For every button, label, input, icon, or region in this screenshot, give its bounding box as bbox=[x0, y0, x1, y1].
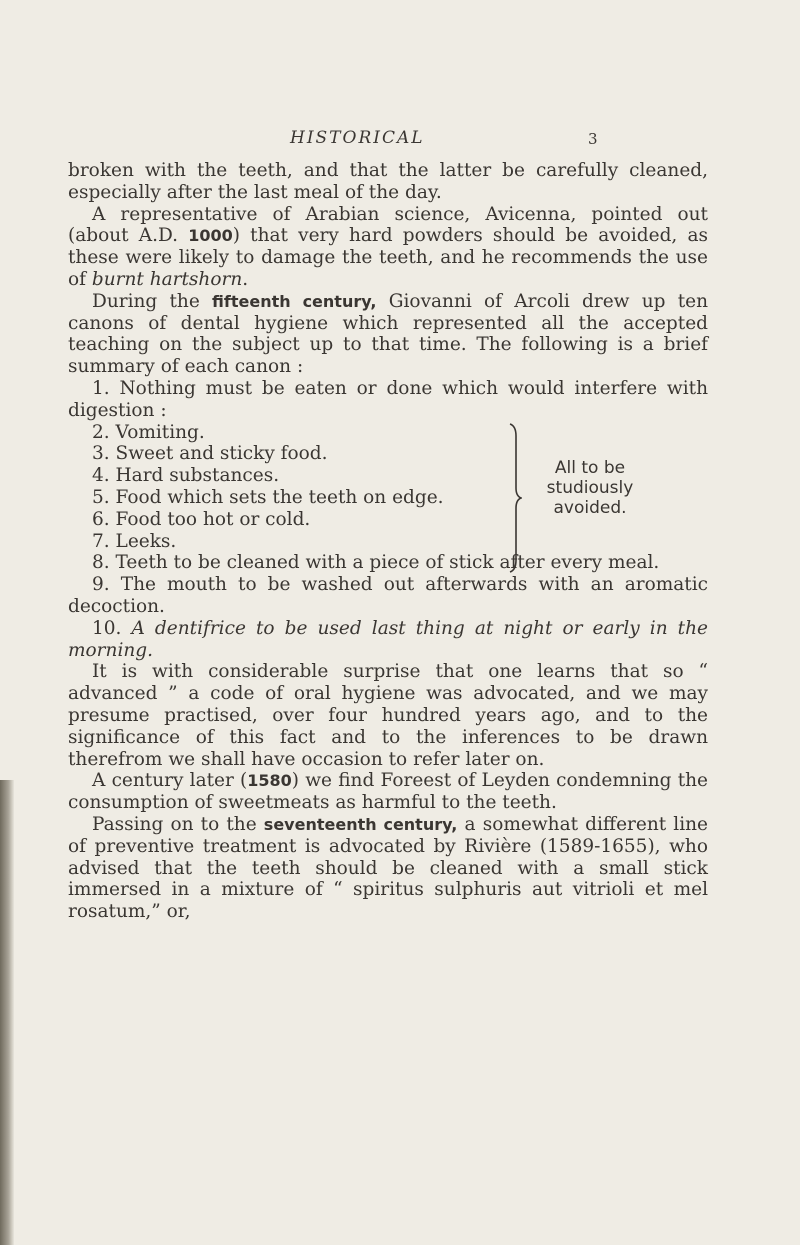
text-run: a somewhat different line of preventive treatment is advocated by Rivière (1589-1655), who advised that the teeth should be cleaned with a small stick immersed in a mixture of “ spiritus sulphuris aut vitrioli et mel rosatum,” or, bbox=[68, 813, 709, 923]
paragraph-avicenna bbox=[68, 204, 708, 291]
page-number: 3 bbox=[588, 130, 598, 148]
canon-item-4: 4. Hard substances. bbox=[92, 465, 280, 487]
canon-number: 10. bbox=[92, 617, 122, 639]
canon-item-6: 6. Food too hot or cold. bbox=[92, 508, 311, 530]
text-run: ) we find Foreest of Leyden condemning the consumption of sweetmeats as harmful to the teeth. bbox=[68, 770, 708, 814]
canon-item-2: 2. Vomiting. bbox=[92, 421, 205, 443]
canon-item-7: 7. Leeks. bbox=[92, 530, 177, 552]
canon-item-9: 9. The mouth to be washed out afterwards with an aromatic decoction. bbox=[68, 574, 708, 617]
year-bold: 1000 bbox=[188, 226, 233, 246]
text-run: Passing on to the bbox=[92, 813, 264, 835]
brace-note: All to be studiously avoided. bbox=[546, 457, 634, 518]
canon-item-10 bbox=[68, 618, 708, 662]
text-run: . bbox=[242, 268, 249, 290]
paragraph-arcoli bbox=[68, 291, 708, 378]
text-run: A century later ( bbox=[92, 770, 248, 792]
text-run: A representative of Arabian science, Avicenna, pointed out (about bbox=[68, 203, 708, 247]
running-title: HISTORICAL bbox=[290, 128, 425, 148]
century-bold: fifteenth century, bbox=[212, 291, 377, 311]
canon-item-5: 5. Food which sets the teeth on edge. bbox=[92, 486, 444, 508]
curly-brace-icon bbox=[508, 422, 522, 574]
canon-item-8: 8. Teeth to be cleaned with a piece of stick after every meal. bbox=[92, 552, 660, 574]
year-bold: 1580 bbox=[247, 771, 292, 791]
paragraph-riviere bbox=[68, 814, 708, 923]
page-header bbox=[68, 128, 708, 152]
text-run: Giovanni of Arcoli drew up ten canons of dental hygiene which represented all the accepted teaching on the subject up to that time. The following is a brief summary of each canon : bbox=[68, 290, 709, 378]
text-run: ) that very hard powders should be avoided, as these were likely to damage the teeth, and he recommends the use of bbox=[68, 225, 708, 290]
canon-item-1: 1. Nothing must be eaten or done which would interfere with digestion : bbox=[68, 377, 708, 421]
era-abbreviation: A.D. bbox=[138, 225, 179, 247]
canon-item-3: 3. Sweet and sticky food. bbox=[92, 443, 328, 465]
paragraph-surprise: It is with considerable surprise that one learns that so “ advanced ” a code of oral hygiene was advocated, and we may presume practised, over four hundred years ago, and to the significance of this fact and to the inferences to be drawn therefrom we shall have occasion to refer later on. bbox=[68, 661, 708, 770]
italic-term: burnt hartshorn bbox=[91, 268, 243, 290]
book-binding-edge bbox=[0, 780, 14, 1245]
text-run: During the bbox=[92, 290, 213, 312]
canon-group-avoided bbox=[68, 422, 708, 553]
paragraph-foreest bbox=[68, 770, 708, 814]
paragraph-continuation: broken with the teeth, and that the latter be carefully cleaned, especially after the last meal of the day. bbox=[68, 160, 708, 203]
italic-canon: A dentifrice to be used last thing at night or early in the morning. bbox=[68, 617, 708, 661]
body-text bbox=[68, 160, 708, 923]
century-bold: seventeenth century, bbox=[263, 814, 458, 834]
